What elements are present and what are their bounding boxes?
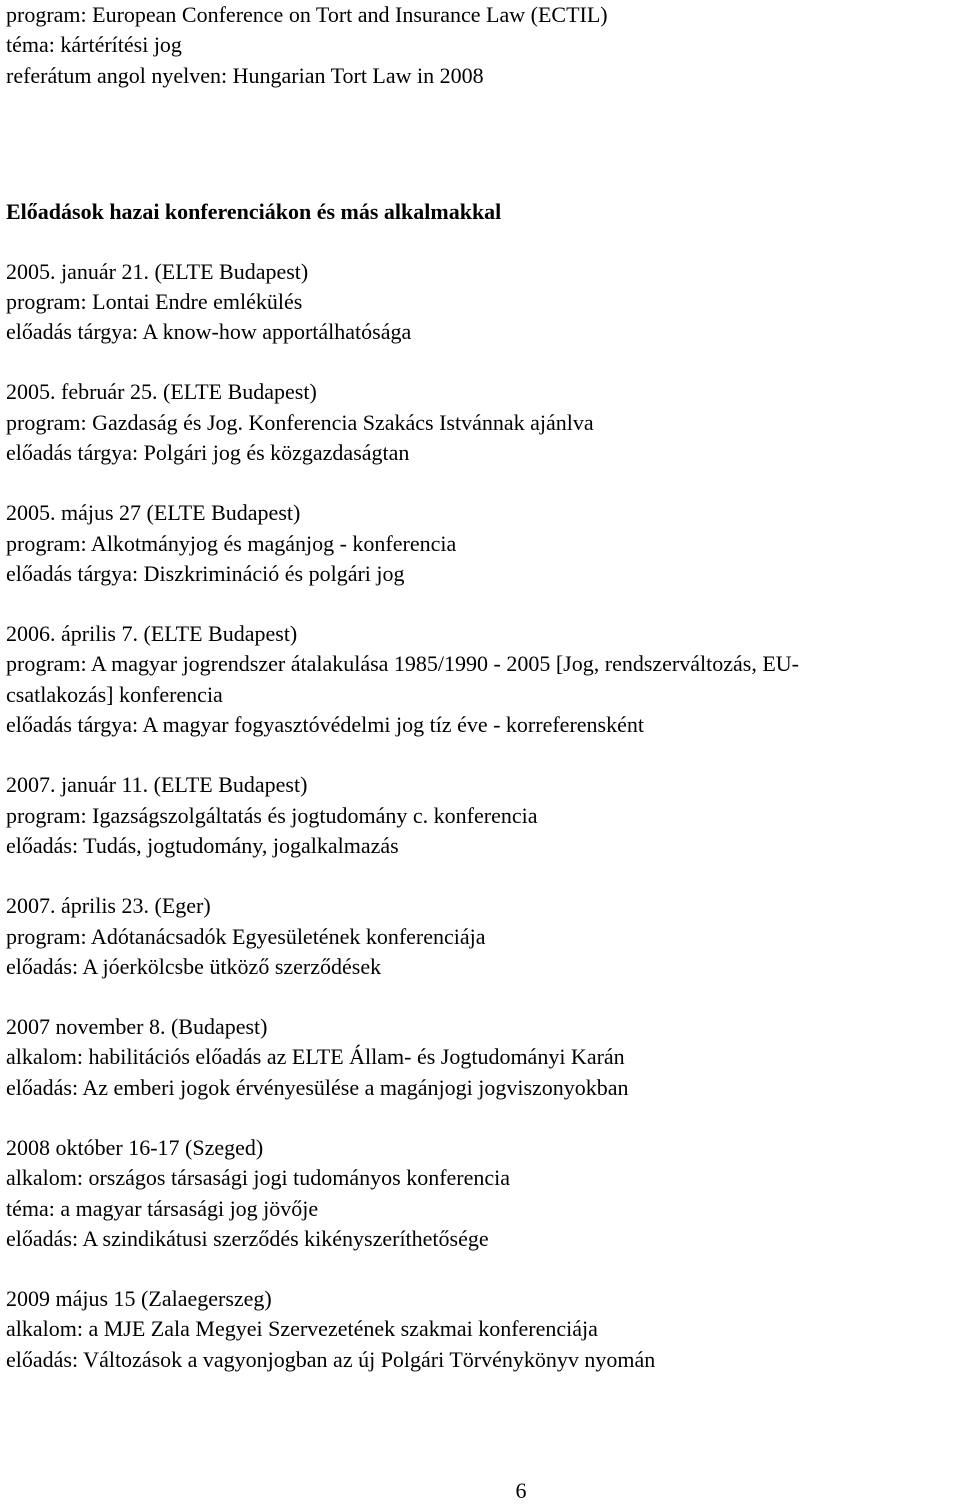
entry-lecture: előadás tárgya: A magyar fogyasztóvédelmi jog tíz éve - korreferensként: [6, 712, 644, 738]
entry-date: 2007 november 8. (Budapest): [6, 1013, 268, 1039]
entry-2007-11-08: [6, 1012, 958, 1103]
entry-occasion: alkalom: országos társasági jogi tudományos konferencia: [6, 1165, 511, 1191]
entry-program: program: Gazdaság és Jog. Konferencia Szakács Istvánnak ajánlva: [6, 409, 594, 435]
entry-program: program: Igazságszolgáltatás és jogtudomány c. konferencia: [6, 802, 538, 828]
entry-program: program: Adótanácsadók Egyesületének konferenciája: [6, 923, 486, 949]
entry-date: 2009 május 15 (Zalaegerszeg): [6, 1285, 272, 1311]
intro-paper: referátum angol nyelven: Hungarian Tort Law in 2008: [6, 62, 484, 88]
entry-2005-05-27: [6, 498, 958, 589]
entry-2005-01-21: [6, 257, 958, 348]
entry-date: 2007. április 23. (Eger): [6, 893, 211, 919]
entry-lecture: előadás tárgya: Polgári jog és közgazdaságtan: [6, 440, 410, 466]
entry-2006-04-07: [6, 619, 958, 741]
entry-date: 2005. május 27 (ELTE Budapest): [6, 500, 301, 526]
page-number: 6: [515, 1478, 527, 1503]
entry-lecture: előadás: Változások a vagyonjogban az új Polgári Törvénykönyv nyomán: [6, 1346, 656, 1372]
entry-program: program: A magyar jogrendszer átalakulása 1985/1990 - 2005 [Jog, rendszerváltozás, EU-: [6, 651, 799, 677]
entry-theme: téma: a magyar társasági jog jövője: [6, 1195, 319, 1221]
entry-lecture: előadás: A szindikátusi szerződés kikényszeríthetősége: [6, 1225, 489, 1251]
entry-occasion: alkalom: habilitációs előadás az ELTE Állam- és Jogtudományi Karán: [6, 1044, 625, 1070]
entry-lecture: előadás: A jóerkölcsbe ütköző szerződések: [6, 953, 382, 979]
entry-date: 2005. február 25. (ELTE Budapest): [6, 379, 317, 405]
entry-program: program: Lontai Endre emlékülés: [6, 289, 303, 315]
entry-lecture: előadás: Tudás, jogtudomány, jogalkalmazás: [6, 833, 399, 859]
intro-block: [6, 0, 958, 91]
entry-2009-05-15: [6, 1284, 958, 1375]
section-heading: Előadások hazai konferenciákon és más alkalmakkal: [6, 199, 502, 225]
entry-date: 2008 október 16-17 (Szeged): [6, 1134, 264, 1160]
intro-program: program: European Conference on Tort and Insurance Law (ECTIL): [6, 2, 608, 27]
intro-theme: téma: kártérítési jog: [6, 32, 182, 58]
entry-lecture: előadás tárgya: A know-how apportálhatósága: [6, 319, 412, 345]
entry-date: 2007. január 11. (ELTE Budapest): [6, 772, 308, 798]
entry-lecture: előadás tárgya: Diszkrimináció és polgári jog: [6, 561, 405, 587]
entries-list: [6, 257, 958, 1376]
entry-date: 2006. április 7. (ELTE Budapest): [6, 621, 298, 647]
entry-program-continued: csatlakozás] konferencia: [6, 681, 223, 707]
entry-2008-10-16: [6, 1133, 958, 1255]
entry-occasion: alkalom: a MJE Zala Megyei Szervezetének szakmai konferenciája: [6, 1316, 598, 1342]
entry-2007-01-11: [6, 770, 958, 861]
document-body: [6, 0, 958, 1405]
entry-2007-04-23: [6, 891, 958, 982]
entry-date: 2005. január 21. (ELTE Budapest): [6, 258, 309, 284]
entry-2005-02-25: [6, 377, 958, 468]
entry-lecture: előadás: Az emberi jogok érvényesülése a magánjogi jogviszonyokban: [6, 1074, 629, 1100]
entry-program: program: Alkotmányjog és magánjog - konferencia: [6, 530, 457, 556]
